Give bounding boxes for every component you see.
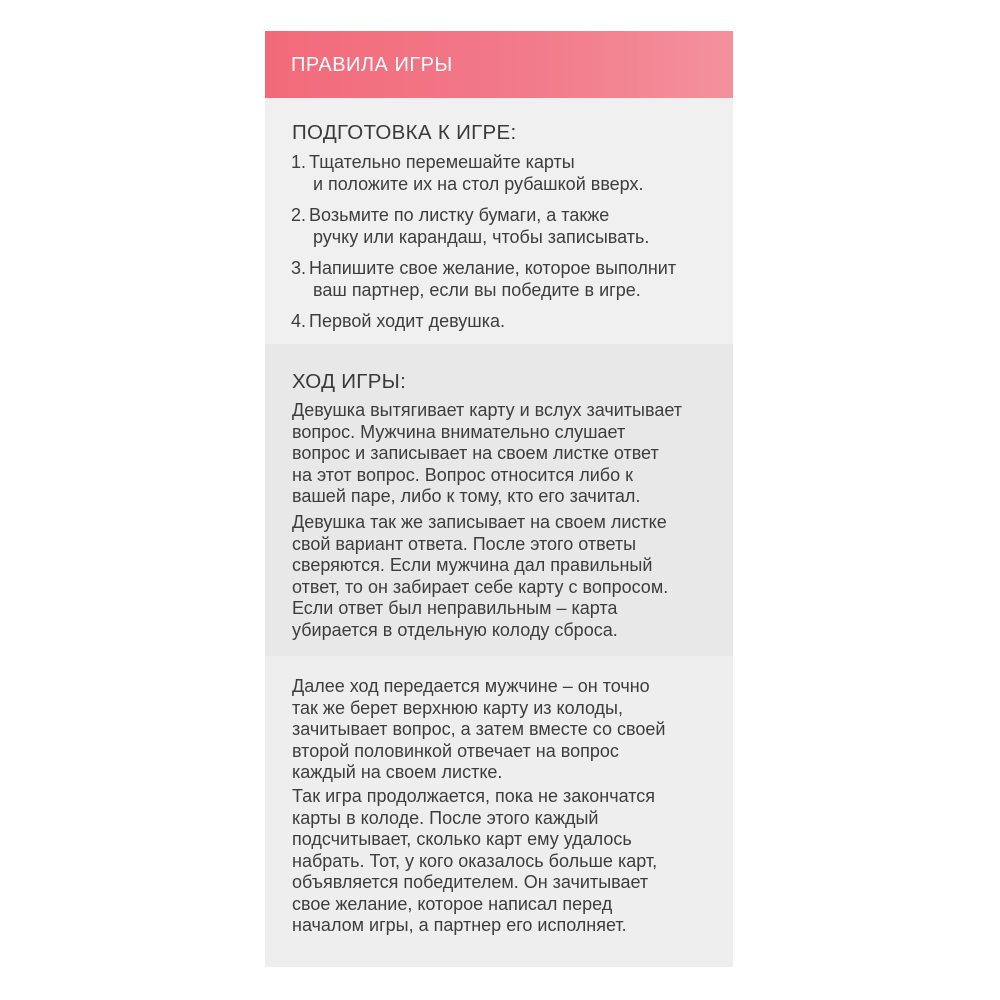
rules-title: ПРАВИЛА ИГРЫ (291, 54, 453, 76)
paragraph-line: свой вариант ответа. После этого ответы (292, 533, 637, 554)
paragraph-line: подсчитывает, сколько карт ему удалось (292, 829, 632, 849)
paragraph-line: так же берет верхнюю карту из колоды, (292, 697, 623, 718)
preparation-item (291, 311, 731, 333)
rules-card (265, 31, 733, 967)
item-number: 3. (291, 258, 307, 278)
paragraph-line: вопрос. Мужчина внимательно слушает (292, 421, 626, 442)
item-text-line: Тщательно перемешайте карты (309, 152, 575, 172)
gameplay-paragraph (292, 400, 722, 508)
gameplay-heading: ХОД ИГРЫ: (292, 370, 407, 393)
paragraph-line: набрать. Тот, у кого оказалось больше карт, (292, 850, 658, 871)
preparation-list (291, 152, 731, 343)
paragraph-line: каждый на своем листке. (292, 762, 503, 782)
preparation-item (291, 205, 731, 248)
continuation-paragraph (292, 676, 722, 784)
paragraph-line: Девушка так же записывает на своем листке (292, 512, 667, 532)
gameplay-paragraph (292, 512, 722, 641)
rules-header (265, 31, 733, 98)
paragraph-line: свое желание, которое написал перед (292, 893, 613, 914)
item-number: 1. (291, 152, 307, 172)
paragraph-line: вопрос и записывает на своем листке ответ (292, 443, 659, 463)
item-text-line: Напишите свое желание, которое выполнит (309, 258, 677, 278)
paragraph-line: зачитывает вопрос, а затем вместе со своей (292, 719, 666, 739)
preparation-heading: ПОДГОТОВКА К ИГРЕ: (292, 121, 517, 144)
item-text-line: ручку или карандаш, чтобы записывать. (313, 226, 650, 247)
preparation-item (291, 258, 731, 301)
continuation-paragraph (292, 786, 722, 937)
preparation-section (265, 98, 733, 344)
paragraph-line: сверяются. Если мужчина дал правильный (292, 555, 653, 575)
paragraph-line: убирается в отдельную колоду сброса. (292, 619, 618, 640)
paragraph-line: объявляется победителем. Он зачитывает (292, 872, 649, 892)
paragraph-line: Так игра продолжается, пока не закончатся (292, 786, 656, 806)
preparation-item (291, 152, 731, 195)
paragraph-line: Далее ход передается мужчине – он точно (292, 676, 650, 696)
paragraph-line: карты в колоде. После этого каждый (292, 807, 599, 828)
paragraph-line: Девушка вытягивает карту и вслух зачитывает (292, 400, 683, 420)
item-text-line: Первой ходит девушка. (309, 311, 506, 331)
paragraph-line: вашей паре, либо к тому, кто его зачитал. (292, 486, 641, 506)
item-number: 4. (291, 311, 307, 331)
gameplay-section (265, 344, 733, 656)
paragraph-line: второй половинкой отвечает на вопрос (292, 740, 619, 761)
item-number: 2. (291, 205, 307, 225)
continuation-section (265, 656, 733, 967)
paragraph-line: ответ, то он забирает себе карту с вопросом. (292, 576, 669, 597)
paragraph-line: на этот вопрос. Вопрос относится либо к (292, 464, 633, 485)
paragraph-line: Если ответ был неправильным – карта (292, 598, 618, 618)
paragraph-line: началом игры, а партнер его исполняет. (292, 915, 627, 935)
item-text-line: и положите их на стол рубашкой вверх. (313, 173, 644, 194)
item-text-line: ваш партнер, если вы победите в игре. (313, 279, 641, 300)
item-text-line: Возьмите по листку бумаги, а также (309, 205, 610, 225)
